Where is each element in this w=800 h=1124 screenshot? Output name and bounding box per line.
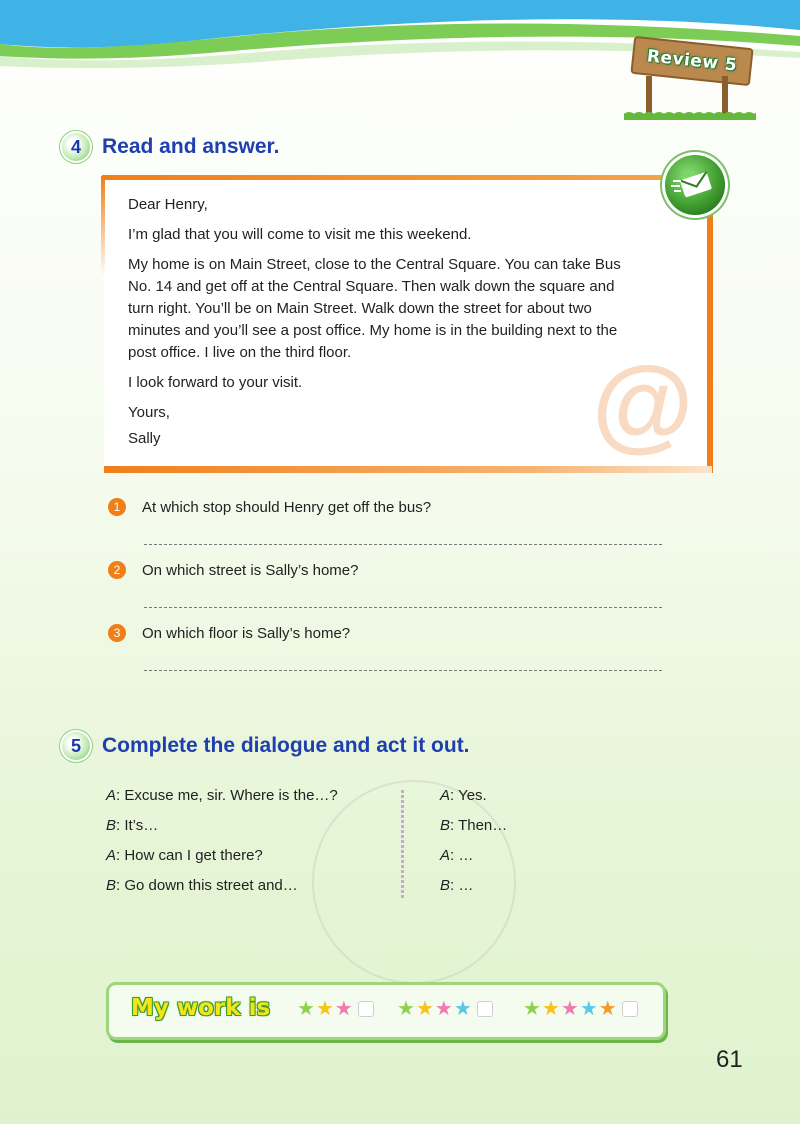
section-5-heading	[62, 732, 470, 760]
dialogue-text: : Then…	[450, 817, 508, 834]
speaker-label: A	[440, 847, 451, 864]
letter-signature: Sally	[128, 430, 161, 447]
answer-line-1[interactable]	[144, 544, 662, 545]
letter-border-left	[101, 176, 105, 276]
letter-line: No. 14 and get off at the Central Square. Then walk down the square and	[128, 278, 615, 295]
star-icon: ★	[315, 998, 334, 1020]
question-number: 3	[108, 624, 126, 642]
dialogue-line	[106, 876, 338, 906]
rating-checkbox[interactable]	[477, 1001, 493, 1017]
speaker-label: B	[106, 817, 117, 834]
question-2	[108, 561, 358, 579]
rating-checkbox[interactable]	[622, 1001, 638, 1017]
rating-option-3-stars[interactable]	[297, 998, 374, 1020]
star-icon: ★	[560, 998, 579, 1020]
review-badge: Review 5	[630, 36, 753, 86]
review-sign	[624, 28, 756, 120]
letter-paragraph-1: I’m glad that you will come to visit me this weekend.	[128, 226, 472, 243]
question-number: 1	[108, 498, 126, 516]
star-icon: ★	[434, 998, 453, 1020]
star-icon: ★	[523, 998, 541, 1020]
question-3	[108, 624, 350, 642]
section-4-number: 4	[62, 133, 90, 161]
question-text: On which floor is Sally’s home?	[142, 624, 351, 642]
answer-line-3[interactable]	[144, 670, 662, 671]
star-icon: ★	[297, 998, 315, 1020]
dialogue-line	[440, 846, 507, 876]
dialogue-line	[440, 816, 507, 846]
speaker-label: A	[106, 847, 117, 864]
rating-checkbox[interactable]	[358, 1001, 374, 1017]
question-text: At which stop should Henry get off the bus?	[142, 498, 432, 516]
star-icon: ★	[598, 998, 617, 1020]
dialogue-text: : …	[450, 847, 474, 864]
speaker-label: B	[440, 877, 451, 894]
dialogue-text: : Yes.	[450, 787, 487, 804]
page-number: 61	[716, 1046, 743, 1073]
dialogue-text: : Excuse me, sir. Where is the…?	[116, 787, 338, 804]
question-1	[108, 498, 431, 516]
letter-line: minutes and you’ll see a post office. My home is in the building next to the	[128, 322, 618, 339]
dialogue-line	[440, 786, 507, 816]
question-text: On which street is Sally’s home?	[142, 561, 359, 579]
rating-option-4-stars[interactable]	[397, 998, 493, 1020]
star-icon: ★	[579, 998, 598, 1020]
rating-option-5-stars[interactable]	[523, 998, 638, 1020]
section-5-title: Complete the dialogue and act it out.	[102, 734, 470, 757]
letter-border-right	[707, 184, 713, 473]
dialogue-divider	[401, 790, 404, 898]
letter-greeting: Dear Henry,	[128, 196, 208, 213]
letter-closing: Yours,	[128, 404, 170, 421]
letter-line: My home is on Main Street, close to the Central Square. You can take Bus	[128, 256, 621, 273]
letter-border-top	[102, 175, 662, 180]
dialogue-line	[106, 846, 338, 876]
dialogue-line	[440, 876, 507, 906]
answer-line-2[interactable]	[144, 607, 662, 608]
star-icon: ★	[453, 998, 472, 1020]
section-4-title: Read and answer.	[102, 135, 280, 158]
dialogue-text: : How can I get there?	[116, 847, 263, 864]
star-icon: ★	[415, 998, 434, 1020]
star-icon: ★	[334, 998, 353, 1020]
star-icon: ★	[541, 998, 560, 1020]
speaker-label: A	[106, 787, 117, 804]
letter-border-bottom	[104, 466, 712, 473]
section-5-number: 5	[62, 732, 90, 760]
dialogue-text: : Go down this street and…	[116, 877, 298, 894]
grass-decoration	[624, 108, 756, 120]
dialogue-right-column	[440, 786, 507, 906]
at-sign-decoration: @	[592, 346, 694, 462]
dialogue-line	[106, 816, 338, 846]
speaker-label: A	[440, 787, 451, 804]
self-rating-box	[106, 982, 666, 1040]
dialogue-text: : It’s…	[116, 817, 159, 834]
dialogue-left-column	[106, 786, 338, 906]
letter-paragraph-3: I look forward to your visit.	[128, 374, 303, 391]
speaker-label: B	[440, 817, 451, 834]
letter-paragraph-2	[128, 254, 678, 364]
rating-label: My work is	[131, 995, 271, 1021]
star-icon: ★	[397, 998, 415, 1020]
question-number: 2	[108, 561, 126, 579]
dialogue-line	[106, 786, 338, 816]
dialogue-text: : …	[450, 877, 474, 894]
letter-line: turn right. You’ll be on Main Street. Walk down the street for about two	[128, 300, 592, 317]
section-4-heading	[62, 133, 279, 161]
letter-line: post office. I live on the third floor.	[128, 344, 352, 361]
letter-text	[128, 194, 678, 458]
speaker-label: B	[106, 877, 117, 894]
